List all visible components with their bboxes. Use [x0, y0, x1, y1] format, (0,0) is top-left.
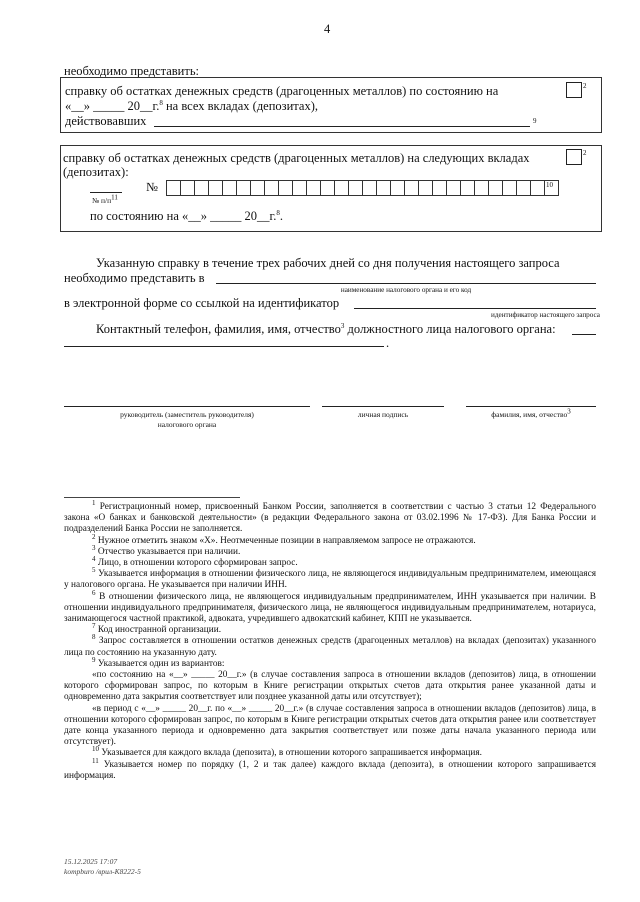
footnote-ref: 9	[533, 117, 537, 125]
footnote-8-text: Запрос составляется в отношении остатков денежных средств (драгоценных металлов) на вкладах (депозитах) указанного лица по состоянию на указанную дату.	[64, 636, 596, 658]
footnote-4: $^4$ Лицо, в отношении которого сформирован запрос.	[92, 554, 298, 569]
box2-date-line	[90, 209, 283, 224]
deposits-active-field[interactable]	[154, 126, 530, 127]
checkbox-all-deposits[interactable]	[566, 82, 582, 98]
footnote-2-text: Нужное отметить знаком «Х». Неотмеченные позиции в направляемом запросе не отражаются.	[97, 535, 476, 546]
footnote-3: $^3$ Отчество указывается при наличии.	[92, 543, 241, 557]
contact-field-2[interactable]	[64, 346, 384, 347]
fio-label-text: фамилия, имя, отчество	[491, 410, 568, 419]
footnote-ref: 10	[546, 181, 553, 189]
print-date: 15.12.2025 17:07	[64, 857, 118, 866]
footnote-1: $^1$ Регистрационный номер, присвоенный Банком России, заполняется в соответствии с частью 3 статьи 12 Федерального закона «О банках и банковской деятельности» (в редакции Федерального закона от 03.02.1996 № 17-ФЗ). Для Банка России и подразделений Банка России не заполняется.	[64, 498, 596, 535]
box1-line2	[65, 99, 318, 114]
footnote-10: $^{10}$ Указывается для каждого вклада (депозита), в отношении которого запрашивается информация.	[92, 745, 482, 759]
tax-authority-label: наименование налогового органа и его код	[340, 286, 472, 294]
box2-date-end: .	[279, 209, 283, 223]
footnote-ref: 11	[111, 193, 118, 202]
page-number: 4	[324, 22, 331, 36]
footnote-ref: 2	[583, 82, 587, 90]
fio-label	[466, 407, 596, 419]
box2-line2: (депозитах):	[63, 165, 129, 179]
footnote-5-text: Указывается информация в отношении физического лица, не являющегося индивидуальным предпринимателем, имеющаяся у налогового органа. Не указывается при наличии ИНН.	[64, 569, 596, 591]
footnote-4-text: Лицо, в отношении которого сформирован запрос.	[97, 558, 298, 569]
footnote-7: $^7$ Код иностранной организации.	[92, 622, 222, 636]
signature-field[interactable]	[322, 406, 444, 407]
head-field[interactable]	[64, 406, 310, 407]
footnote-11-text: Указывается номер по порядку (1, 2 и так далее) каждого вклада (депозита), в отношении которого запрашивается информация.	[64, 759, 597, 781]
pp-label	[92, 193, 118, 205]
footnote-ref: 3	[567, 407, 571, 416]
footnote-separator	[64, 497, 240, 498]
footnote-6-text: В отношении физического лица, не являющегося индивидуальным предпринимателем, ИНН указывается при наличии. В отношении индивидуального предпринимателя, физического лица, не являющегося индивидуальным предпринимателем, нотариуса, занимающегося частной практикой, адвоката, учредившего адвокатский кабинет, КПП не указывается.	[64, 591, 597, 625]
footnotes	[64, 498, 597, 782]
footnote-9b: «в период с «__» _____ 20__г. по «__» _____ 20__г.» (в случае составления запроса в отношении вкладов (депозитов) лица, в отношении которого сформирован запрос, по которым в Книге регистрации открытых счетов дата открытия ранее или соответствует дате конца указанного периода и одновременно дата закрытия соответствует или позже даты начала указанного периода или отсутствует).	[64, 703, 596, 748]
contact-end: .	[386, 336, 390, 350]
box2-date: по состоянию на «__» _____ 20__г.	[90, 209, 277, 223]
deadline-text: Указанную справку в течение трех рабочих дней со дня получения настоящего запроса	[96, 256, 560, 270]
checkbox-listed-deposits[interactable]	[566, 149, 582, 165]
footnote-ref: 3	[340, 321, 345, 330]
footnote-9a: «по состоянию на «__» _____ 20__г.» (в случае составления запроса в отношении вкладов (депозитов) лица, в отношении которого сформирован запрос, по которым в Книге регистрации открытых счетов дата открытия ранее указанной даты и одновременно дата закрытия соответствует или позднее указанной даты или отсутствует);	[64, 670, 596, 703]
footnote-ref: 2	[583, 149, 587, 157]
box1-line3: действовавших	[65, 114, 147, 128]
footnote-9-text: Указывается один из вариантов:	[97, 658, 225, 669]
box2-line1: справку об остатках денежных средств (драгоценных металлов) на следующих вкладах	[63, 151, 530, 165]
footnote-9: $^9$ Указывается один из вариантов:	[92, 655, 225, 669]
footnote-11: $^{11}$ Указывается номер по порядку (1, 2 и так далее) каждого вклада (депозита), в отношении которого запрашивается информация.	[64, 756, 597, 781]
footnote-2: $^2$ Нужное отметить знаком «Х». Неотмеченные позиции в направляемом запросе не отражаются.	[92, 532, 476, 546]
footnote-6: $^6$ В отношении физического лица, не являющегося индивидуальным предпринимателем, ИНН указывается при наличии. В отношении индивидуального предпринимателя, физического лица, не являющегося индивидуальным предпринимателем, нотариуса, занимающегося частной практикой, адвоката, учредившего адвокатский кабинет, КПП не указывается.	[64, 588, 597, 625]
footnote-3-text: Отчество указывается при наличии.	[97, 546, 241, 557]
tax-authority-field[interactable]	[216, 283, 596, 284]
contact-text-a: Контактный телефон, фамилия, имя, отчество	[96, 322, 341, 336]
request-id-label: идентификатор настоящего запроса	[491, 311, 600, 319]
submit-to-text: необходимо представить в	[64, 271, 205, 285]
box1-date: «__» _____ 20__г.	[65, 99, 160, 113]
signature-label: личная подпись	[357, 410, 409, 419]
footnote-5: $^5$ Указывается информация в отношении физического лица, не являющегося индивидуальным предпринимателем, имеющаяся у налогового органа. Не указывается при наличии ИНН.	[64, 566, 596, 591]
footnote-7-text: Код иностранной организации.	[97, 625, 222, 636]
electronic-form-text: в электронной форме со ссылкой на идентификатор	[64, 296, 340, 310]
footnote-10-text: Указывается для каждого вклада (депозита), в отношении которого запрашивается информация.	[101, 748, 482, 759]
footnote-ref: 8	[276, 208, 280, 217]
head-label-2: налогового органа	[157, 420, 217, 429]
number-label: №	[146, 180, 158, 194]
footnote-1-text: Регистрационный номер, присвоенный Банком России, заполняется в соответствии с частью 3 статьи 12 Федерального закона «О банках и банковской деятельности» (в редакции Федерального закона от 03.02.1996 № 17-ФЗ). Для Банка России и подразделений Банка России не заполняется.	[64, 502, 596, 535]
deposit-number-cells[interactable]	[166, 180, 558, 196]
contact-text-b: должностного лица налогового органа:	[344, 322, 556, 336]
pp-label-text: № п/п	[92, 196, 112, 205]
head-label: руководитель (заместитель руководителя)	[120, 410, 254, 419]
fio-field[interactable]	[466, 406, 596, 407]
request-id-field[interactable]	[354, 308, 596, 309]
contact-text	[96, 322, 556, 337]
footnote-8: $^8$ Запрос составляется в отношении остатков денежных средств (драгоценных металлов) на вкладах (депозитах) указанного лица по состоянию на указанную дату.	[64, 633, 596, 658]
footnote-ref: 8	[159, 98, 163, 107]
print-source: kompburo /врил-К8222-5	[64, 867, 141, 876]
box1-line1: справку об остатках денежных средств (драгоценных металлов) по состоянию на	[65, 84, 499, 98]
contact-field-1[interactable]	[572, 334, 596, 335]
box1-all-deposits-text: на всех вкладах (депозитах),	[162, 99, 319, 113]
intro-text: необходимо представить:	[64, 64, 199, 78]
